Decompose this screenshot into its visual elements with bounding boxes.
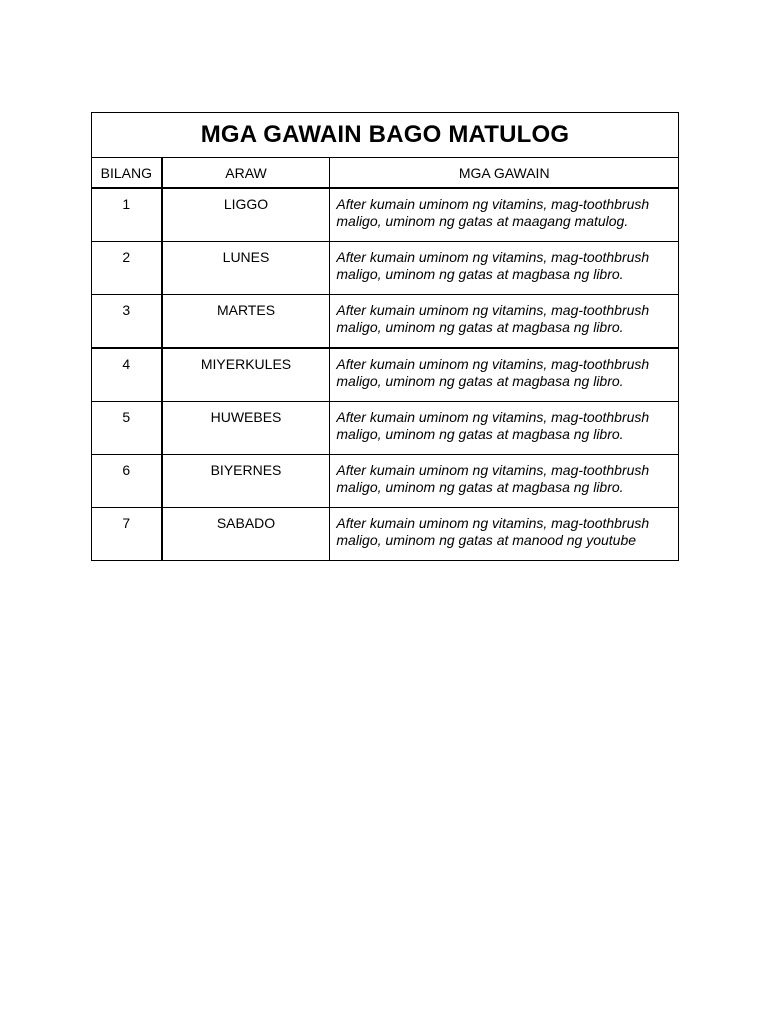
row-number: 5 <box>92 402 162 455</box>
row-day: MARTES <box>162 295 330 349</box>
table-title: MGA GAWAIN BAGO MATULOG <box>92 113 679 158</box>
schedule-table <box>91 112 679 561</box>
header-number: BILANG <box>92 158 162 189</box>
row-day: LIGGO <box>162 188 330 242</box>
row-tasks: After kumain uminom ng vitamins, mag-toothbrush maligo, uminom ng gatas at maagang matulog. <box>330 188 679 242</box>
row-number: 2 <box>92 242 162 295</box>
row-tasks: After kumain uminom ng vitamins, mag-toothbrush maligo, uminom ng gatas at magbasa ng libro. <box>330 455 679 508</box>
title-row <box>92 113 679 158</box>
row-day: SABADO <box>162 508 330 561</box>
header-row <box>92 158 679 189</box>
row-day: BIYERNES <box>162 455 330 508</box>
table-row <box>92 508 679 561</box>
table-row <box>92 402 679 455</box>
row-number: 6 <box>92 455 162 508</box>
row-tasks: After kumain uminom ng vitamins, mag-toothbrush maligo, uminom ng gatas at manood ng youtube <box>330 508 679 561</box>
row-number: 3 <box>92 295 162 349</box>
table-row <box>92 295 679 349</box>
row-day: LUNES <box>162 242 330 295</box>
row-tasks: After kumain uminom ng vitamins, mag-toothbrush maligo, uminom ng gatas at magbasa ng libro. <box>330 295 679 349</box>
schedule-document <box>91 112 679 561</box>
row-number: 7 <box>92 508 162 561</box>
table-row <box>92 455 679 508</box>
row-day: MIYERKULES <box>162 348 330 402</box>
header-day: ARAW <box>162 158 330 189</box>
row-day: HUWEBES <box>162 402 330 455</box>
row-number: 4 <box>92 348 162 402</box>
row-tasks: After kumain uminom ng vitamins, mag-toothbrush maligo, uminom ng gatas at magbasa ng libro. <box>330 348 679 402</box>
row-tasks: After kumain uminom ng vitamins, mag-toothbrush maligo, uminom ng gatas at magbasa ng libro. <box>330 402 679 455</box>
row-number: 1 <box>92 188 162 242</box>
table-row <box>92 188 679 242</box>
header-tasks: MGA GAWAIN <box>330 158 679 189</box>
row-tasks: After kumain uminom ng vitamins, mag-toothbrush maligo, uminom ng gatas at magbasa ng libro. <box>330 242 679 295</box>
table-row <box>92 348 679 402</box>
table-row <box>92 242 679 295</box>
